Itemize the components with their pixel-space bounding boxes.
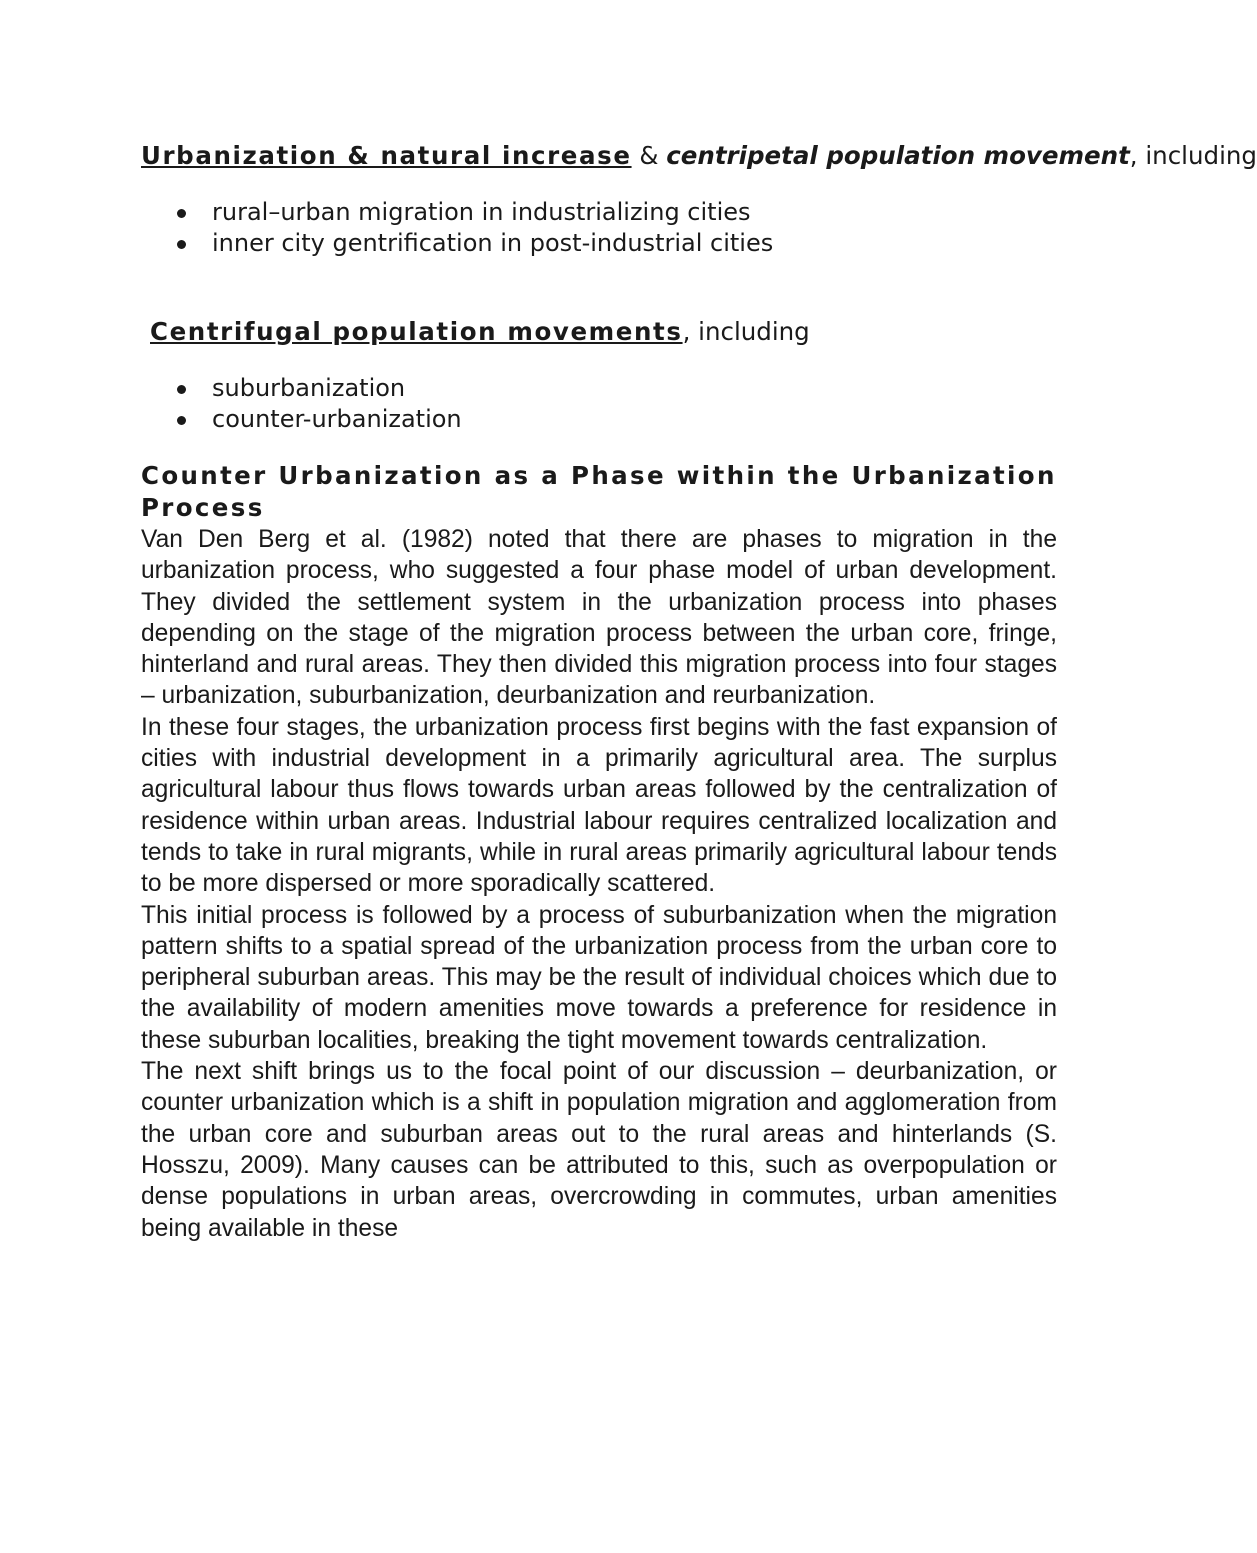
list-item-text: rural–urban migration in industrializing cities [212,198,751,226]
list-item [141,404,1057,435]
section1-heading [141,140,1257,171]
bullet-icon [177,385,186,394]
bullet-icon [177,209,186,218]
bullet-icon [177,240,186,249]
section1-bullet-list [141,197,1057,258]
document-page [141,140,1257,1244]
section2-heading [141,316,1057,347]
body-paragraph-3: This initial process is followed by a process of suburbanization when the migration pattern shifts to a spatial spread of the urbanization process from the urban core to peripheral suburban areas. This may be the result of individual choices which due to the availability of modern amenities move towards a preference for residence in these suburban localities, breaking the tight movement towards centralization. [141,901,1057,1054]
list-item-text: inner city gentrification in post-industrial cities [212,228,774,257]
urbanization-heading-text: Urbanization & natural increase [141,141,632,170]
body-paragraph-2: In these four stages, the urbanization process first begins with the fast expansion of cities with industrial development in a primarily agricultural area. The surplus agricultural labour thus flows towards urban areas followed by the centralization of residence within urban areas. Industrial labour requires centralized localization and tends to take in rural migrants, while in rural areas primarily agricultural labour tends to be more dispersed or more sporadically scattered. [141,713,1057,898]
heading-ampersand: & [631,141,667,170]
bullet-icon [177,416,186,425]
list-item-text: suburbanization [212,374,406,402]
centripetal-heading-text: centripetal population movement [666,141,1130,170]
list-item [141,373,1057,404]
list-item [141,197,1057,228]
list-item [141,228,1057,259]
section3-title: Counter Urbanization as a Phase within the Urbanization Process [141,461,1057,522]
heading-including: , including [1129,141,1257,170]
list-item-text: counter-urbanization [212,404,462,433]
body-paragraph-1: Van Den Berg et al. (1982) noted that there are phases to migration in the urbanization process, who suggested a four phase model of urban development. They divided the settlement system in the urbanization process into phases depending on the stage of the migration process between the urban core, fringe, hinterland and rural areas. They then divided this migration process into four stages – urbanization, suburbanization, deurbanization and reurbanization. [141,526,1057,710]
centrifugal-heading-text: Centrifugal population movements [150,317,683,346]
section2-bullet-list [141,373,1057,434]
heading-including: , including [682,317,810,346]
body-paragraph-4: The next shift brings us to the focal point of our discussion – deurbanization, or counter urbanization which is a shift in population migration and agglomeration from the urban core and suburban areas out to the rural areas and hinterlands (S. Hosszu, 2009). Many causes can be attributed to this, such as overpopulation or dense populations in urban areas, overcrowding in commutes, urban amenities being available in these [141,1058,1057,1242]
